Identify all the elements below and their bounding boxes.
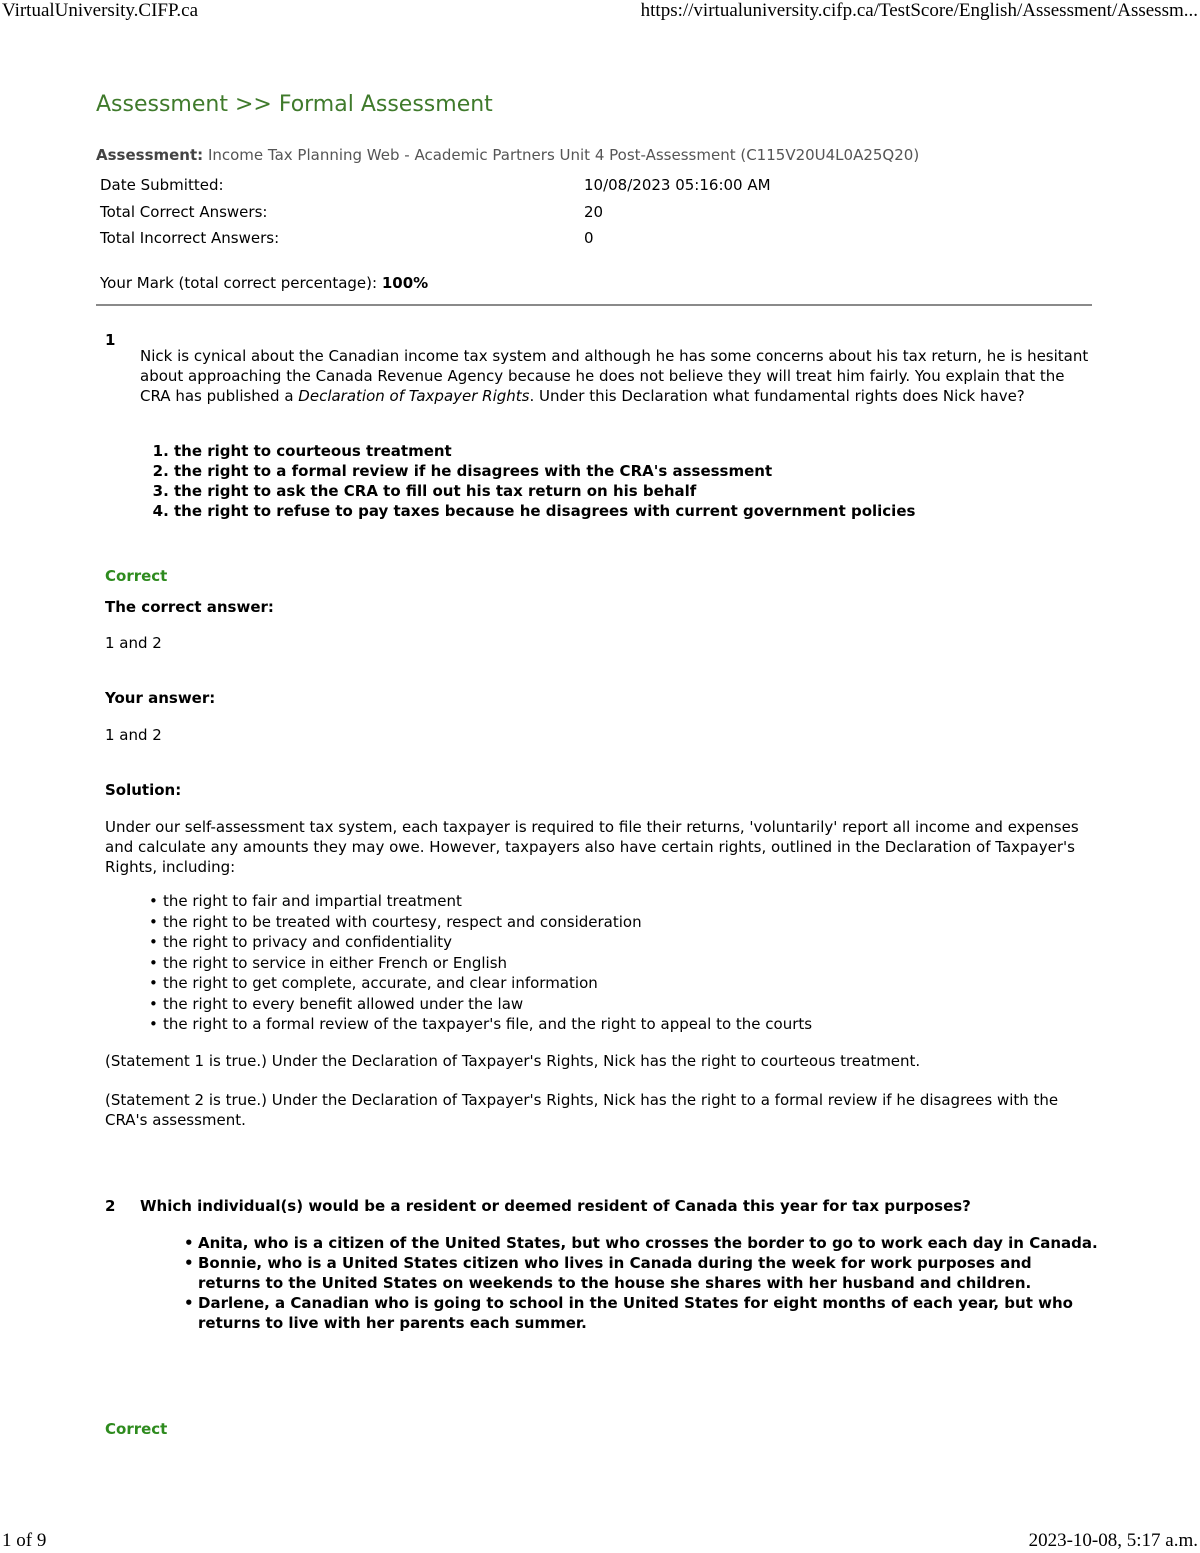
solution-list-item: • the right to get complete, accurate, and clear information <box>163 973 812 994</box>
stat-label: Total Correct Answers: <box>100 202 268 221</box>
assessment-label: Assessment: <box>96 146 204 164</box>
result-badge: Correct <box>105 567 168 585</box>
mark-label: Your Mark (total correct percentage): <box>100 274 378 292</box>
score-summary <box>100 174 1000 254</box>
question-text <box>140 346 1090 406</box>
print-datetime: 2023-10-08, 5:17 a.m. <box>1028 1530 1198 1551</box>
statement-explanation: (Statement 1 is true.) Under the Declaration of Taxpayer's Rights, Nick has the right to courteous treatment. <box>105 1052 921 1070</box>
page-title: Assessment >> Formal Assessment <box>96 92 493 117</box>
question-number: 2 <box>105 1197 116 1215</box>
divider <box>96 304 1092 306</box>
question-options <box>148 441 915 521</box>
option-item: • Anita, who is a citizen of the United States, but who crosses the border to go to work each day in Canada. <box>198 1233 1098 1253</box>
solution-list-item: • the right to a formal review of the taxpayer's file, and the right to appeal to the courts <box>163 1014 812 1035</box>
solution-list-item: • the right to fair and impartial treatment <box>163 891 812 912</box>
solution-list-item: • the right to service in either French or English <box>163 953 812 974</box>
question-number: 1 <box>105 331 116 349</box>
option-item: 4. the right to refuse to pay taxes because he disagrees with current government policies <box>174 501 915 521</box>
question-text-italic: Declaration of Taxpayer Rights <box>298 387 530 405</box>
correct-answer-label: The correct answer: <box>105 598 274 616</box>
question-text-part: Nick is cynical about the Canadian income tax system and although he has some concerns about his tax return, he is hesitant about approaching the Canada Revenue Agency because he does not believe they will treat him fairly. You explain that the CRA has published a <box>140 347 1089 405</box>
statement-explanation: (Statement 2 is true.) Under the Declaration of Taxpayer's Rights, Nick has the right to a formal review if he disagrees with the CRA's assessment. <box>105 1091 1059 1129</box>
mark-value: 100% <box>381 274 429 292</box>
solution-list-item: • the right to privacy and confidentiality <box>163 932 812 953</box>
assessment-name: Income Tax Planning Web - Academic Partners Unit 4 Post-Assessment (C115V20U4L0A25Q20) <box>207 146 920 164</box>
solution-text: Under our self-assessment tax system, each taxpayer is required to file their returns, 'voluntarily' report all income and expenses and calculate any amounts they may owe. However, taxpayers also have certain rights, outlined in the Declaration of Taxpayer's Rights, including: <box>105 818 1079 876</box>
print-header <box>0 0 1200 22</box>
option-item: • Bonnie, who is a United States citizen who lives in Canada during the week for work purposes and returns to the United States on weekends to the house she shares with her husband and children. <box>198 1253 1098 1293</box>
stat-value: 20 <box>584 202 604 221</box>
stat-label: Total Incorrect Answers: <box>100 229 280 247</box>
question-text-part: . Under this Declaration what fundamental rights does Nick have? <box>529 387 1025 405</box>
stat-row-incorrect <box>100 227 1000 254</box>
option-item: 2. the right to a formal review if he disagrees with the CRA's assessment <box>174 461 915 481</box>
correct-answer-value: 1 and 2 <box>105 634 162 652</box>
question-text: Which individual(s) would be a resident or deemed resident of Canada this year for tax purposes? <box>140 1197 971 1215</box>
option-item: 3. the right to ask the CRA to fill out his tax return on his behalf <box>174 481 915 501</box>
your-answer-value: 1 and 2 <box>105 726 162 744</box>
stat-value: 0 <box>584 229 594 247</box>
result-badge: Correct <box>105 1420 168 1438</box>
option-item: • Darlene, a Canadian who is going to school in the United States for eight months of each year, but who returns to live with her parents each summer. <box>198 1293 1098 1333</box>
stat-row-date <box>100 174 1000 201</box>
solution-label: Solution: <box>105 781 182 799</box>
print-page-number: 1 of 9 <box>2 1530 47 1551</box>
solution-list-item: • the right to every benefit allowed under the law <box>163 994 812 1015</box>
stat-value: 10/08/2023 05:16:00 AM <box>584 176 771 194</box>
stat-row-correct <box>100 201 1000 228</box>
question-options <box>180 1233 1098 1333</box>
assessment-info <box>96 146 919 164</box>
print-url[interactable]: https://virtualuniversity.cifp.ca/TestScore/English/Assessment/Assessm... <box>640 0 1198 21</box>
print-site-name: VirtualUniversity.CIFP.ca <box>2 0 199 21</box>
your-mark <box>100 274 428 292</box>
solution-list <box>144 891 812 1035</box>
stat-label: Date Submitted: <box>100 176 224 194</box>
option-item: 1. the right to courteous treatment <box>174 441 915 461</box>
print-footer <box>0 1530 1200 1552</box>
solution-list-item: • the right to be treated with courtesy, respect and consideration <box>163 912 812 933</box>
your-answer-label: Your answer: <box>105 689 216 707</box>
